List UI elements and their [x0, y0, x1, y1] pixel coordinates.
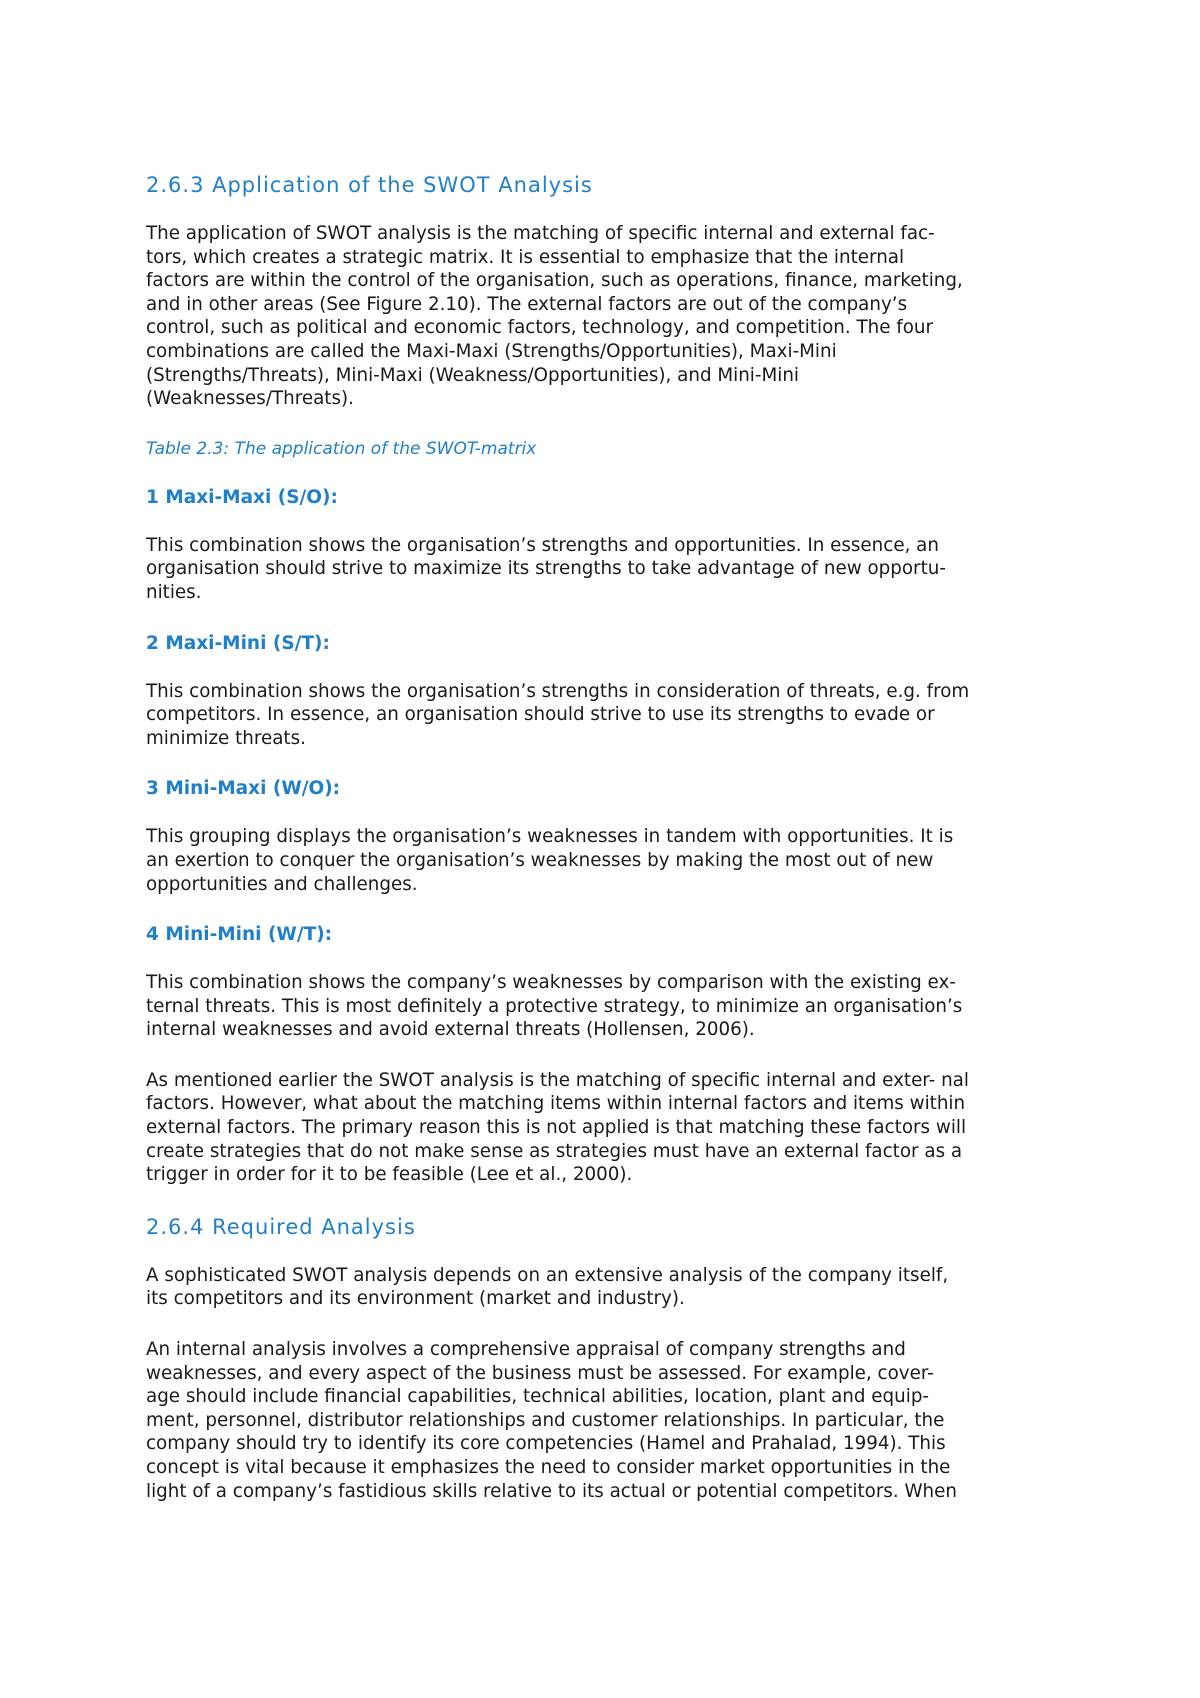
combination-heading-maxi-mini: 2 Maxi-Mini (S/T):: [146, 632, 330, 654]
combination-heading-mini-maxi: 3 Mini-Maxi (W/O):: [146, 778, 341, 800]
required-analysis-paragraph-1: A sophisticated SWOT analysis depends on an extensive analysis of the company itself, its competitors and its environment (market and industry).: [146, 1264, 949, 1310]
combination-text-maxi-maxi: This combination shows the organisation’s strengths and opportunities. In essence, an organisation should strive to maximize its strengths to take advantage of new opportu- nities.: [146, 534, 946, 603]
intro-paragraph: The application of SWOT analysis is the matching of specific internal and external fac- tors, which creates a strategic matrix. It is essential to emphasize that the internal factors are within the control of the organisation, such as operations, finance, marketing, and in other areas (See Figure 2.10). The external factors are out of the company’s control, such as political and economic factors, technology, and competition. The four combinations are called the Maxi-Maxi (Strengths/Opportunities), Maxi-Mini (Strengths/Threats), Mini-Maxi (Weakness/Opportunities), and Mini-Mini (Weaknesses/Threats).: [146, 223, 963, 410]
required-analysis-paragraph-2: An internal analysis involves a comprehensive appraisal of company strengths and weaknesses, and every aspect of the business must be assessed. For example, cover- age should include financial capabilities, technical abilities, location, plant and equip- ment, personnel, distributor relationships and customer relationships. In particular, the company should try to identify its core competencies (Hamel and Prahalad, 1994). This concept is vital because it emphasizes the need to consider market opportunities in the light of a company’s fastidious skills relative to its actual or potential competitors. When: [146, 1339, 957, 1502]
combination-heading-maxi-maxi: 1 Maxi-Maxi (S/O):: [146, 486, 338, 508]
combination-text-mini-maxi: This grouping displays the organisation’s weaknesses in tandem with opportunities. It is an exertion to conquer the organisation’s weaknesses by making the most out of new opportunities and challenges.: [146, 826, 954, 895]
combination-text-maxi-mini: This combination shows the organisation’s strengths in consideration of threats, e.g. from competitors. In essence, an organisation should strive to use its strengths to evade or minimize threats.: [146, 680, 970, 749]
document-page: [146, 172, 1066, 1530]
combination-heading-mini-mini: 4 Mini-Mini (W/T):: [146, 924, 333, 946]
table-caption: Table 2.3: The application of the SWOT-matrix: [146, 438, 537, 459]
section-heading-2-6-3: 2.6.3 Application of the SWOT Analysis: [146, 173, 593, 197]
combination-text-mini-mini: This combination shows the company’s weaknesses by comparison with the existing ex- ternal threats. This is most definitely a protective strategy, to minimize an organisation’s internal weaknesses and avoid external threats (Hollensen, 2006).: [146, 972, 963, 1041]
section-heading-2-6-4: 2.6.4 Required Analysis: [146, 1214, 416, 1239]
closing-paragraph: As mentioned earlier the SWOT analysis is the matching of specific internal and exter- nal factors. However, what about the matching items within internal factors and items within external factors. The primary reason this is not applied is that matching these factors will create strategies that do not make sense as strategies must have an external factor as a trigger in order for it to be feasible (Lee et al., 2000).: [146, 1069, 969, 1186]
